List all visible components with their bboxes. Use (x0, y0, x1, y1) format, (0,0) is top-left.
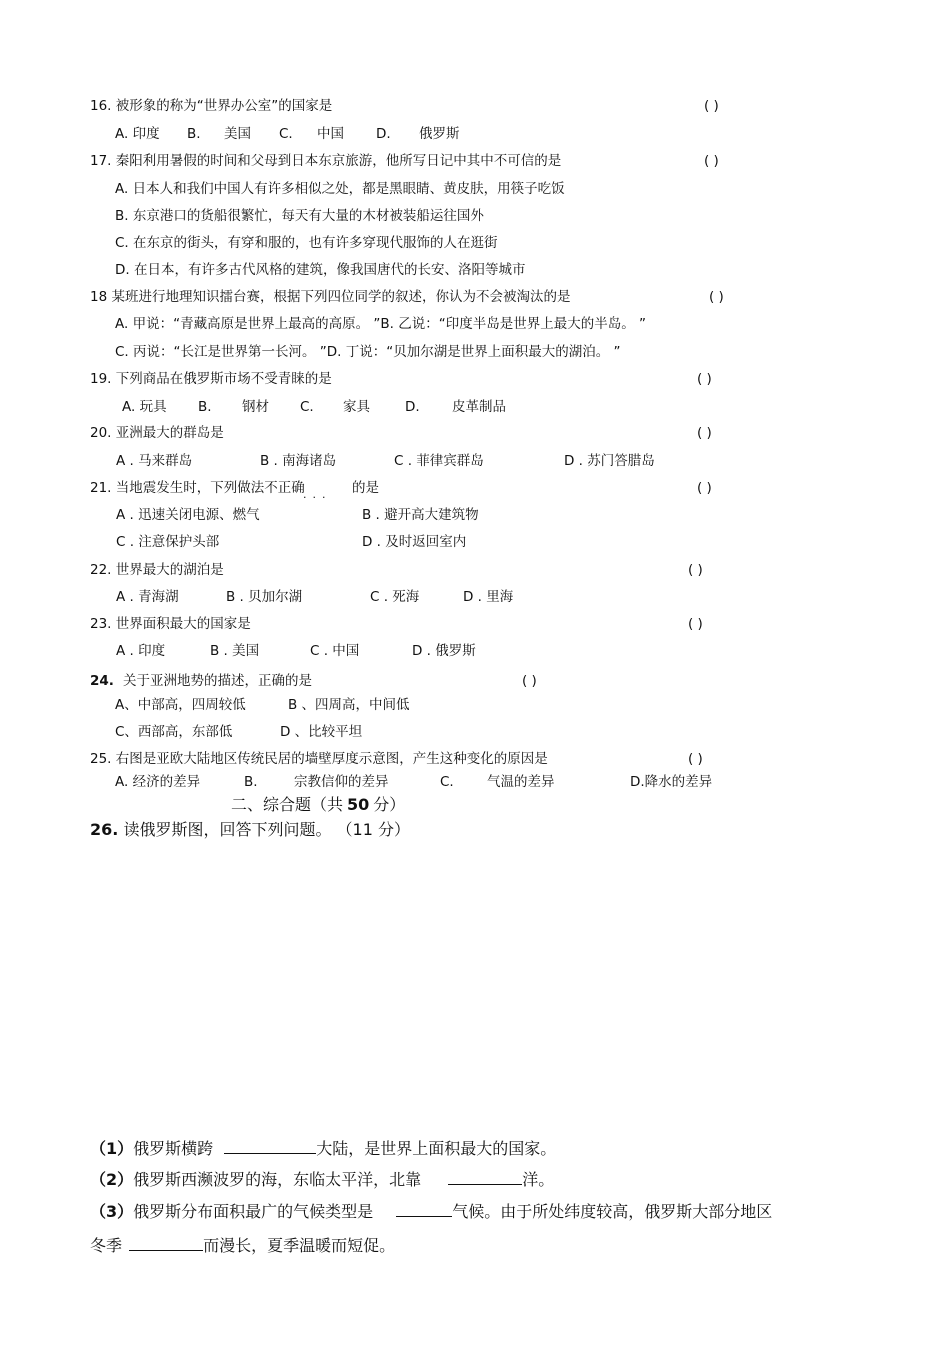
q21-emphasis-dots: ··· (303, 491, 332, 504)
q19-option-d-letter: D. (405, 399, 420, 415)
q21-option-c: C . 注意保护头部 (116, 534, 220, 550)
q25-option-c-text: 气温的差异 (487, 774, 555, 790)
q20-answer-paren: ( ) (697, 425, 712, 441)
q26-sub-3 (90, 1201, 772, 1223)
q19-option-b-letter: B. (198, 399, 212, 415)
q22-option-d: D . 里海 (463, 589, 514, 605)
q16-option-c-text: 中国 (317, 126, 344, 142)
q16-option-a: A. 印度 (115, 126, 160, 142)
q26-sub-2-post: 洋。 (522, 1170, 555, 1189)
q19-option-c-letter: C. (300, 399, 314, 415)
q18-answer-paren: ( ) (709, 289, 724, 305)
q24-option-b: B 、四周高，中间低 (288, 697, 410, 713)
q24-stem: 关于亚洲地势的描述，正确的是 (123, 673, 312, 689)
q25-option-d: D.降水的差异 (630, 774, 713, 790)
q26-sub-3-line-2 (90, 1235, 395, 1257)
q24-answer-paren: ( ) (522, 673, 537, 689)
q19-option-c-text: 家具 (343, 399, 370, 415)
q24-option-d: D 、比较平坦 (280, 724, 363, 740)
q26-heading (90, 819, 410, 841)
q26-number: 26. (90, 820, 119, 839)
q16-stem: 16. 被形象的称为“世界办公室”的国家是 (90, 98, 333, 114)
q17-option-d: D. 在日本，有许多古代风格的建筑，像我国唐代的长安、洛阳等城市 (115, 262, 526, 278)
q21-option-a: A . 迅速关闭电源、燃气 (116, 507, 260, 523)
q24-option-a: A、中部高，四周较低 (115, 697, 246, 713)
q19-answer-paren: ( ) (697, 371, 712, 387)
q26-sub-3-post: 气候。由于所处纬度较高，俄罗斯大部分地区 (452, 1202, 773, 1221)
q25-option-a: A. 经济的差异 (115, 774, 201, 790)
q26-sub-3-blank-1[interactable] (396, 1202, 452, 1217)
q16-option-b-text: 美国 (224, 126, 251, 142)
q20-option-d: D . 苏门答腊岛 (564, 453, 655, 469)
q25-answer-paren: ( ) (688, 751, 703, 767)
q17-stem: 17. 秦阳利用暑假的时间和父母到日本东京旅游，他所写日记中其中不可信的是 (90, 153, 562, 169)
q26-sub-3-line2-post: 而漫长，夏季温暖而短促。 (203, 1236, 396, 1255)
q18-stem: 18 某班进行地理知识擂台赛，根据下列四位同学的叙述，你认为不会被淘汰的是 (90, 289, 571, 305)
q23-stem: 23. 世界面积最大的国家是 (90, 616, 251, 632)
q17-option-a: A. 日本人和我们中国人有许多相似之处，都是黑眼睛、黄皮肤，用筷子吃饭 (115, 181, 565, 197)
q26-sub-1 (90, 1138, 556, 1160)
section-2-heading-post: 分） (373, 795, 406, 814)
q23-option-d: D . 俄罗斯 (412, 643, 476, 659)
q22-option-c: C . 死海 (370, 589, 420, 605)
q26-sub-2-pre: 俄罗斯西濒波罗的海，东临太平洋，北靠 (133, 1170, 422, 1189)
q17-option-c: C. 在东京的街头，有穿和服的，也有许多穿现代服饰的人在逛街 (115, 235, 498, 251)
q26-stem: 读俄罗斯图，回答下列问题。 （11 分） (123, 820, 410, 839)
q26-sub-3-number: （3） (90, 1202, 134, 1221)
q26-sub-1-blank[interactable] (224, 1139, 316, 1154)
q26-sub-1-pre: 俄罗斯横跨 (133, 1139, 214, 1158)
q16-answer-paren: ( ) (704, 98, 719, 114)
q26-sub-3-pre: 俄罗斯分布面积最广的气候类型是 (133, 1202, 374, 1221)
q21-option-d: D . 及时返回室内 (362, 534, 467, 550)
q16-option-c-letter: C. (279, 126, 293, 142)
q19-option-b-text: 钢材 (242, 399, 269, 415)
q20-option-b: B . 南海诸岛 (260, 453, 337, 469)
q16-option-d-text: 俄罗斯 (419, 126, 460, 142)
q22-stem: 22. 世界最大的湖泊是 (90, 562, 224, 578)
q26-sub-2-number: （2） (90, 1170, 134, 1189)
section-2-score: 50 (347, 795, 370, 814)
q22-option-b: B . 贝加尔湖 (226, 589, 303, 605)
q23-option-c: C . 中国 (310, 643, 360, 659)
q23-option-b: B . 美国 (210, 643, 260, 659)
q24-number: 24. (90, 673, 114, 689)
q18-options-cd: C. 丙说：“长江是世界第一长河。 ”D. 丁说：“贝加尔湖是世界上面积最大的湖泊。 ” (115, 344, 621, 360)
q19-option-d-text: 皮革制品 (452, 399, 506, 415)
q23-option-a: A . 印度 (116, 643, 166, 659)
section-2-heading (231, 794, 405, 816)
q21-stem-pre: 21. 当地震发生时，下列做法不正确 (90, 480, 305, 496)
q25-stem: 25. 右图是亚欧大陆地区传统民居的墙壁厚度示意图，产生这种变化的原因是 (90, 751, 548, 767)
q26-sub-2-blank[interactable] (448, 1170, 522, 1185)
q17-option-b: B. 东京港口的货船很繁忙，每天有大量的木材被装船运往国外 (115, 208, 484, 224)
q22-option-a: A . 青海湖 (116, 589, 179, 605)
q25-option-b-text: 宗教信仰的差异 (294, 774, 389, 790)
q16-option-d-letter: D. (376, 126, 391, 142)
q22-answer-paren: ( ) (688, 562, 703, 578)
q26-sub-1-post: 大陆，是世界上面积最大的国家。 (316, 1139, 557, 1158)
q20-option-a: A . 马来群岛 (116, 453, 193, 469)
q19-stem: 19. 下列商品在俄罗斯市场不受青睐的是 (90, 371, 332, 387)
section-2-heading-pre: 二、综合题（共 (231, 795, 344, 814)
q21-answer-paren: ( ) (697, 480, 712, 496)
q26-sub-3-blank-2[interactable] (129, 1236, 203, 1251)
q21-stem-post: 的是 (352, 480, 379, 496)
q18-options-ab: A. 甲说：“青藏高原是世界上最高的高原。 ”B. 乙说：“印度半岛是世界上最大的半岛。 ” (115, 316, 646, 332)
q24-option-c: C、西部高，东部低 (115, 724, 233, 740)
q25-option-c-letter: C. (440, 774, 454, 790)
q21-option-b: B . 避开高大建筑物 (362, 507, 479, 523)
q26-sub-2 (90, 1169, 554, 1191)
q25-option-b-letter: B. (244, 774, 258, 790)
q26-sub-3-line2-pre: 冬季 (90, 1236, 123, 1255)
q20-option-c: C . 菲律宾群岛 (394, 453, 484, 469)
q17-answer-paren: ( ) (704, 153, 719, 169)
q26-sub-1-number: （1） (90, 1139, 134, 1158)
q23-answer-paren: ( ) (688, 616, 703, 632)
q16-option-b-letter: B. (187, 126, 201, 142)
q20-stem: 20. 亚洲最大的群岛是 (90, 425, 224, 441)
q19-option-a: A. 玩具 (122, 399, 167, 415)
